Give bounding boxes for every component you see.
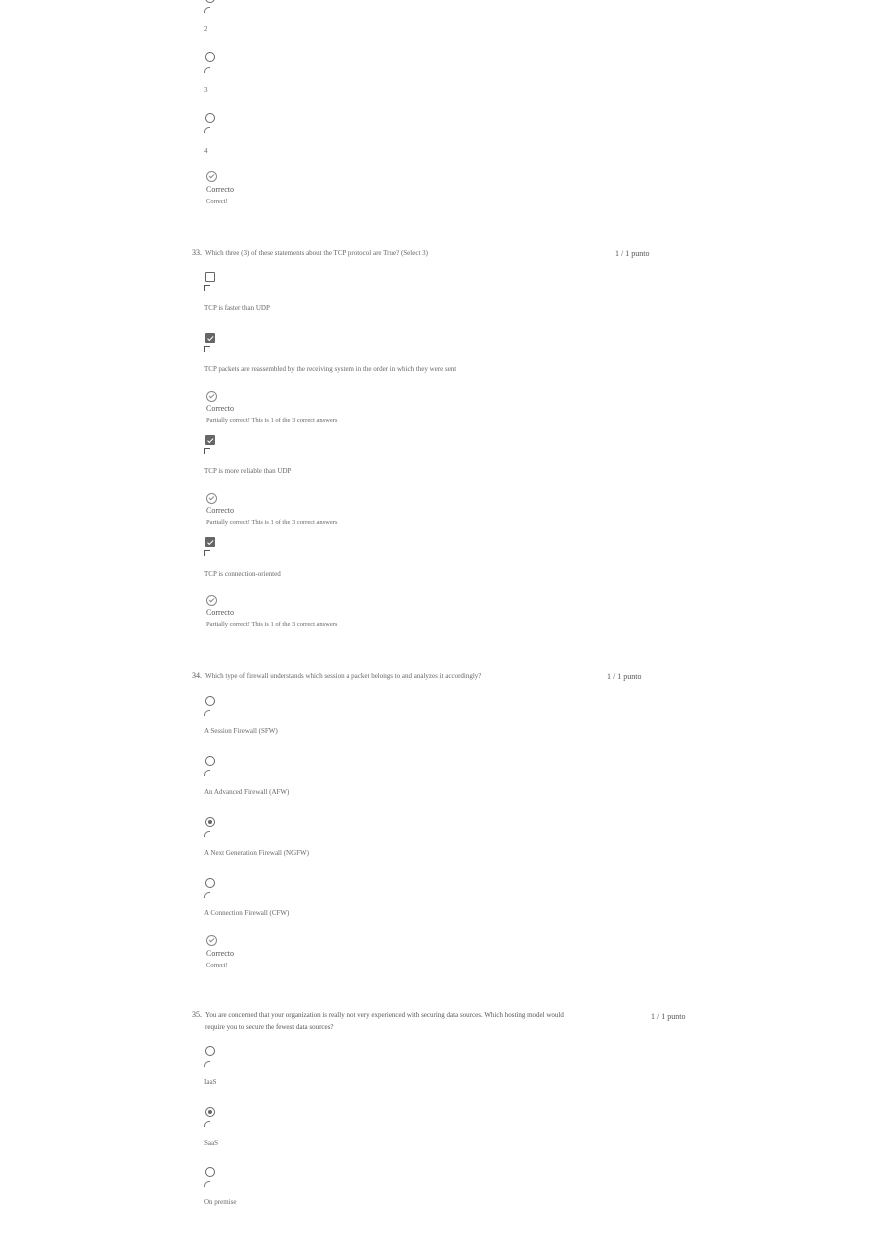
checkbox-marker (204, 448, 210, 454)
checkbox-checked[interactable] (205, 435, 215, 445)
question-number: 35. (192, 1010, 202, 1019)
checkbox[interactable] (205, 272, 215, 282)
option-label: 4 (204, 147, 208, 155)
result-label: Correcto (206, 404, 234, 413)
radio-marker (204, 892, 210, 898)
radio-button[interactable] (205, 878, 215, 888)
checkbox-marker (204, 346, 210, 352)
option-label: TCP packets are reassembled by the receiving system in the order in which they were sent (204, 365, 457, 373)
correct-check-icon (206, 391, 217, 402)
radio-button-selected[interactable] (205, 1107, 215, 1117)
feedback-text: Partially correct! This is 1 of the 3 correct answers (206, 621, 338, 628)
question-number: 34. (192, 671, 202, 680)
option-label: A Connection Firewall (CFW) (204, 909, 290, 917)
option-label: A Session Firewall (SFW) (204, 727, 278, 735)
option-label: On premise (204, 1198, 237, 1206)
option-label: An Advanced Firewall (AFW) (204, 788, 290, 796)
radio-button[interactable] (205, 0, 215, 3)
radio-marker (204, 127, 210, 133)
radio-marker (204, 1121, 210, 1127)
question-number: 33. (192, 248, 202, 257)
feedback-text: Partially correct! This is 1 of the 3 correct answers (206, 519, 338, 526)
feedback-text: Correct! (206, 198, 228, 205)
feedback-text: Correct! (206, 962, 228, 969)
option-label: A Next Generation Firewall (NGFW) (204, 849, 309, 857)
radio-marker (204, 1181, 210, 1187)
radio-marker (204, 1061, 210, 1067)
radio-button[interactable] (205, 113, 215, 123)
option-label: 3 (204, 86, 208, 94)
feedback-text: Partially correct! This is 1 of the 3 correct answers (206, 417, 338, 424)
option-label: TCP is connection-oriented (204, 570, 281, 578)
checkbox-checked[interactable] (205, 537, 215, 547)
option-label: SaaS (204, 1139, 218, 1147)
correct-check-icon (206, 171, 217, 182)
checkbox-checked[interactable] (205, 333, 215, 343)
radio-button[interactable] (205, 1167, 215, 1177)
checkbox-marker (204, 550, 210, 556)
option-label: 2 (204, 25, 208, 33)
result-label: Correcto (206, 185, 234, 194)
question-text: Which type of firewall understands which session a packet belongs to and analyzes it accordingly? (205, 672, 482, 680)
checkbox-marker (204, 285, 210, 291)
result-label: Correcto (206, 608, 234, 617)
radio-marker (204, 710, 210, 716)
correct-check-icon (206, 935, 217, 946)
radio-marker (204, 7, 210, 13)
option-label: IaaS (204, 1078, 217, 1086)
radio-button[interactable] (205, 756, 215, 766)
option-label: TCP is more reliable than UDP (204, 467, 292, 475)
question-text: You are concerned that your organization is really not very experienced with securing data sources. Which hosting model would require you to secure the fewest data sources? (205, 1011, 564, 1031)
radio-button-selected[interactable] (205, 817, 215, 827)
question-score: 1 / 1 punto (607, 672, 642, 681)
question-text: Which three (3) of these statements about the TCP protocol are True? (Select 3) (205, 249, 428, 257)
question-score: 1 / 1 punto (615, 249, 650, 258)
correct-check-icon (206, 595, 217, 606)
question-score: 1 / 1 punto (651, 1012, 686, 1021)
radio-marker (204, 770, 210, 776)
radio-button[interactable] (205, 52, 215, 62)
radio-button[interactable] (205, 696, 215, 706)
result-label: Correcto (206, 949, 234, 958)
radio-button[interactable] (205, 1046, 215, 1056)
radio-marker (204, 831, 210, 837)
result-label: Correcto (206, 506, 234, 515)
correct-check-icon (206, 493, 217, 504)
option-label: TCP is faster than UDP (204, 304, 270, 312)
radio-marker (204, 67, 210, 73)
